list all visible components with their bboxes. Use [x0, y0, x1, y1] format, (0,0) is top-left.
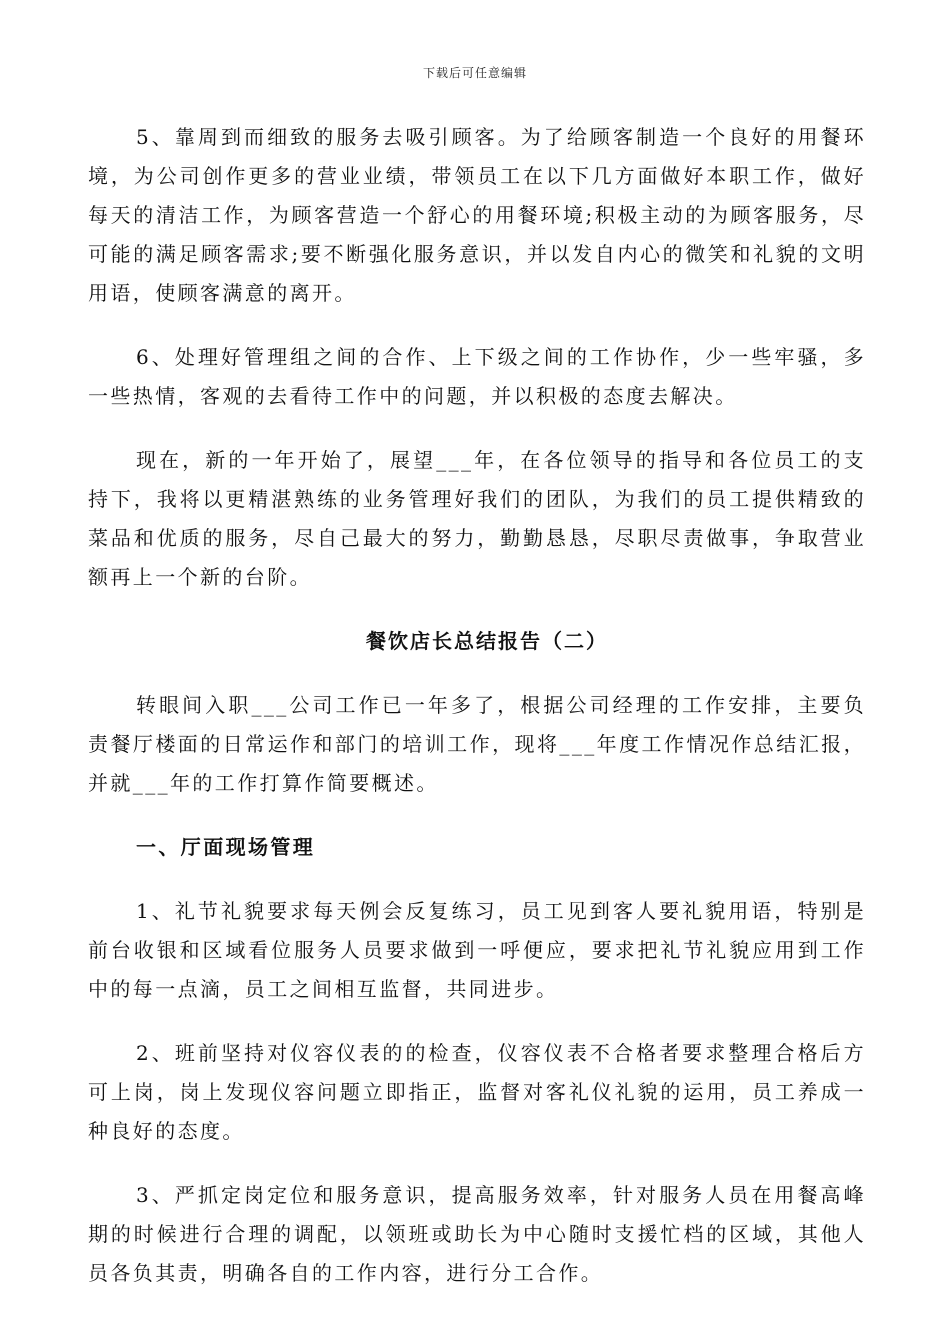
document-body [88, 118, 866, 1318]
paragraph-item-5: 5、靠周到而细致的服务去吸引顾客。为了给顾客制造一个良好的用餐环境，为公司创作更多的营业业绩，带领员工在以下几方面做好本职工作，做好每天的清洁工作，为顾客营造一个舒心的用餐环境;积极主动的为顾客服务，尽可能的满足顾客需求;要不断强化服务意识，并以发自内心的微笑和礼貌的文明用语，使顾客满意的离开。 [88, 125, 866, 305]
section-title: 餐饮店长总结报告（二） [366, 629, 608, 653]
paragraph-outlook: 现在，新的一年开始了，展望___年，在各位领导的指导和各位员工的支持下，我将以更精湛熟练的业务管理好我们的团队，为我们的员工提供精致的菜品和优质的服务，尽自己最大的努力，勤勤恳恳，尽职尽责做事，争取营业额再上一个新的台阶。 [88, 448, 866, 589]
paragraph-item-6: 6、处理好管理组之间的合作、上下级之间的工作协作，少一些牢骚，多一些热情，客观的去看待工作中的问题，并以积极的态度去解决。 [88, 345, 866, 408]
paragraph-item-3: 3、严抓定岗定位和服务意识，提高服务效率，针对服务人员在用餐高峰期的时候进行合理的调配，以领班或助长为中心随时支援忙档的区域，其他人员各负其责，明确各自的工作内容，进行分工合作。 [88, 1183, 866, 1285]
section-heading: 一、厅面现场管理 [136, 835, 316, 859]
paragraph-item-2: 2、班前坚持对仪容仪表的的检查，仪容仪表不合格者要求整理合格后方可上岗，岗上发现仪容问题立即指正，监督对客礼仪礼貌的运用，员工养成一种良好的态度。 [88, 1041, 866, 1143]
paragraph-item-1: 1、礼节礼貌要求每天例会反复练习，员工见到客人要礼貌用语，特别是前台收银和区域看位服务人员要求做到一呼便应，要求把礼节礼貌应用到工作中的每一点滴，员工之间相互监督，共同进步。 [88, 899, 866, 1001]
page-header: 下载后可任意编辑 [422, 66, 527, 80]
paragraph-intro: 转眼间入职___公司工作已一年多了，根据公司经理的工作安排，主要负责餐厅楼面的日常运作和部门的培训工作，现将___年度工作情况作总结汇报，并就___年的工作打算作简要概述。 [88, 693, 866, 795]
